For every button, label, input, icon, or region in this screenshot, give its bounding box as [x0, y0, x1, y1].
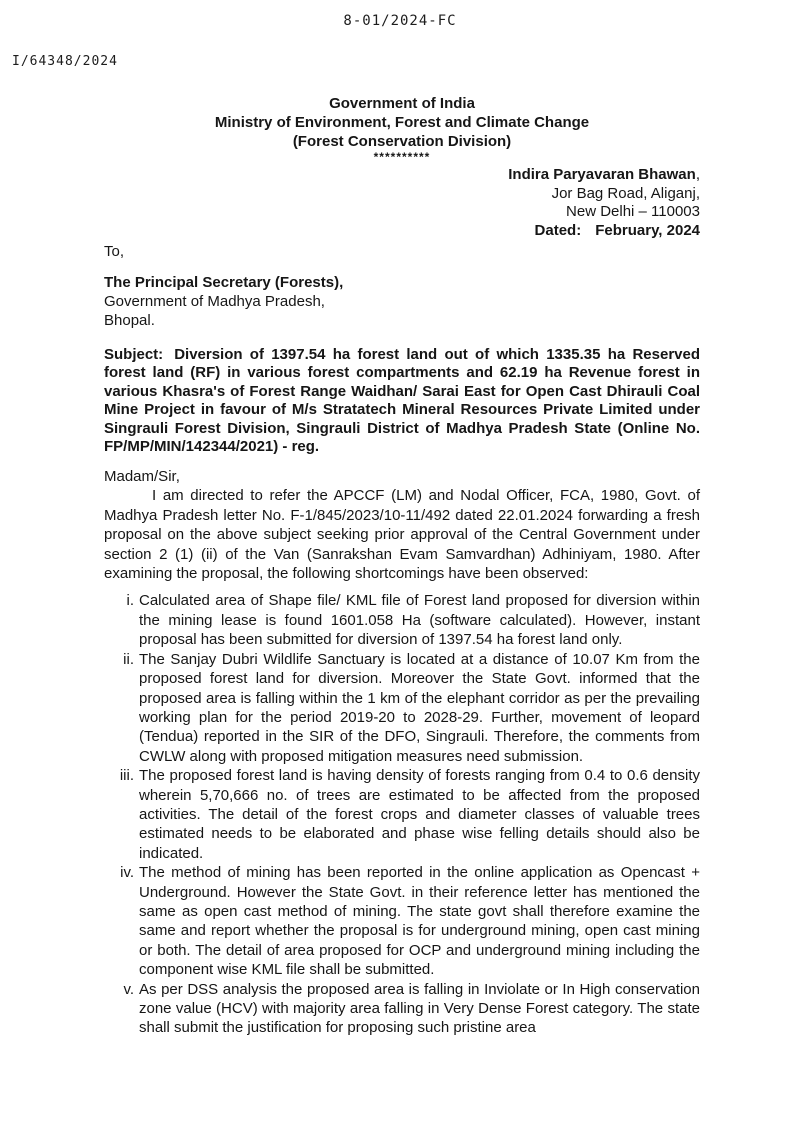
recipient-title: The Principal Secretary (Forests),	[104, 274, 344, 291]
sender-street-line: Jor Bag Road, Aliganj,	[551, 184, 700, 202]
recipient-block	[104, 273, 700, 330]
list-item	[104, 980, 700, 1038]
recipient-city: Bhopal.	[104, 312, 155, 329]
list-item-marker: iv.	[120, 864, 134, 882]
subject-text: Diversion of 1397.54 ha forest land out of which 1335.35 ha Reserved forest land (RF) in various forest compartments and 62.19 ha Revenue forest in various Khasra's of Forest Range Waidhan/ Sarai East for Open Cast Dhirauli Coal Mine Project in favour of M/s Stratatech Mineral Resources Private Limited under Singrauli Forest Division, Singrauli District of Madhya Pradesh State (Online No. FP/MP/MIN/142344/2021) - reg.	[104, 346, 700, 456]
recipient-government: Government of Madhya Pradesh,	[104, 293, 325, 310]
ref-number: I/64348/2024	[12, 54, 118, 69]
sender-address-block	[104, 166, 700, 240]
letter-content	[104, 94, 700, 1038]
dated-label: Dated:	[534, 221, 582, 239]
intro-paragraph: I am directed to refer the APCCF (LM) and Nodal Officer, FCA, 1980, Govt. of Madhya Pradesh letter No. F-1/845/2023/10-11/492 dated 22.01.2024 forwarding a fresh proposal on the above subject seeking prior approval of the Central Government under section 2 (1) (ii) of the Van (Sanrakshan Evam Samvardhan) Adhiniyam, 1980. After examining the proposal, the following shortcomings have been observed:	[104, 487, 700, 583]
list-item-text: The proposed forest land is having density of forests ranging from 0.4 to 0.6 density wherein 5,70,666 no. of trees are estimated to be affected from the proposed activities. The detail of the forest crops and diameter classes of valuable trees estimated needs to be elaborated and phase wise felling details should also be indicated.	[139, 767, 700, 862]
sender-building-comma: ,	[695, 166, 700, 183]
list-item-text: Calculated area of Shape file/ KML file of Forest land proposed for diversion within the mining lease is found 1601.058 Ha (software calculated). However, instant proposal has been submitted for diversion of 1397.54 ha forest land only.	[139, 592, 700, 649]
list-item	[104, 591, 700, 649]
list-item-marker: v.	[123, 980, 134, 998]
subject-label: Subject:	[104, 346, 164, 363]
letterhead-line-government: Government of India	[329, 95, 475, 112]
letterhead-separator: **********	[373, 150, 431, 164]
list-item-text: As per DSS analysis the proposed area is falling in Inviolate or In High conservation zone value (HCV) with majority area falling in Very Dense Forest category. The state shall submit the justification for proposing such pristine area	[139, 980, 700, 1037]
letterhead-line-division: (Forest Conservation Division)	[292, 133, 512, 150]
subject-paragraph	[104, 346, 700, 456]
letterhead-line-ministry: Ministry of Environment, Forest and Climate Change	[214, 114, 590, 131]
shortcomings-list	[104, 591, 700, 1037]
list-item-marker: i.	[126, 592, 134, 610]
list-item	[104, 650, 700, 766]
sender-city-line: New Delhi – 110003	[566, 203, 700, 220]
sender-building-line	[104, 166, 700, 185]
list-item	[104, 766, 700, 863]
list-item-text: The Sanjay Dubri Wildlife Sanctuary is located at a distance of 10.07 Km from the proposed forest land for diversion. Moreover the State Govt. informed that the proposed area is falling within the 1 km of the elephant corridor as per the prevailing working plan for the period 2019-20 to 2028-29. Further, movement of leopard (Tendua) reported in the SIR of the DFO, Singrauli. Therefore, the comments from CWLW along with proposed mitigation measures need submission.	[139, 650, 700, 765]
dated-value: February, 2024	[595, 221, 700, 239]
salutation: Madam/Sir,	[104, 468, 180, 486]
to-label: To,	[104, 243, 125, 260]
list-item-marker: ii.	[123, 650, 134, 668]
dated-line	[104, 222, 700, 241]
file-number: 8-01/2024-FC	[343, 13, 457, 29]
list-item-marker: iii.	[119, 767, 134, 785]
list-item	[104, 863, 700, 979]
sender-building-name: Indira Paryavaran Bhawan	[508, 166, 696, 183]
list-item-text: The method of mining has been reported in the online application as Opencast + Underground. However the State Govt. in their reference letter has mentioned the same as open cast method of mining. The state govt shall therefore examine the same and report whether the proposal is for underground mining, open cast mining or both. The detail of area proposed for OCP and underground mining including the component wise KML file shall be submitted.	[139, 864, 700, 979]
letterhead	[104, 94, 700, 164]
